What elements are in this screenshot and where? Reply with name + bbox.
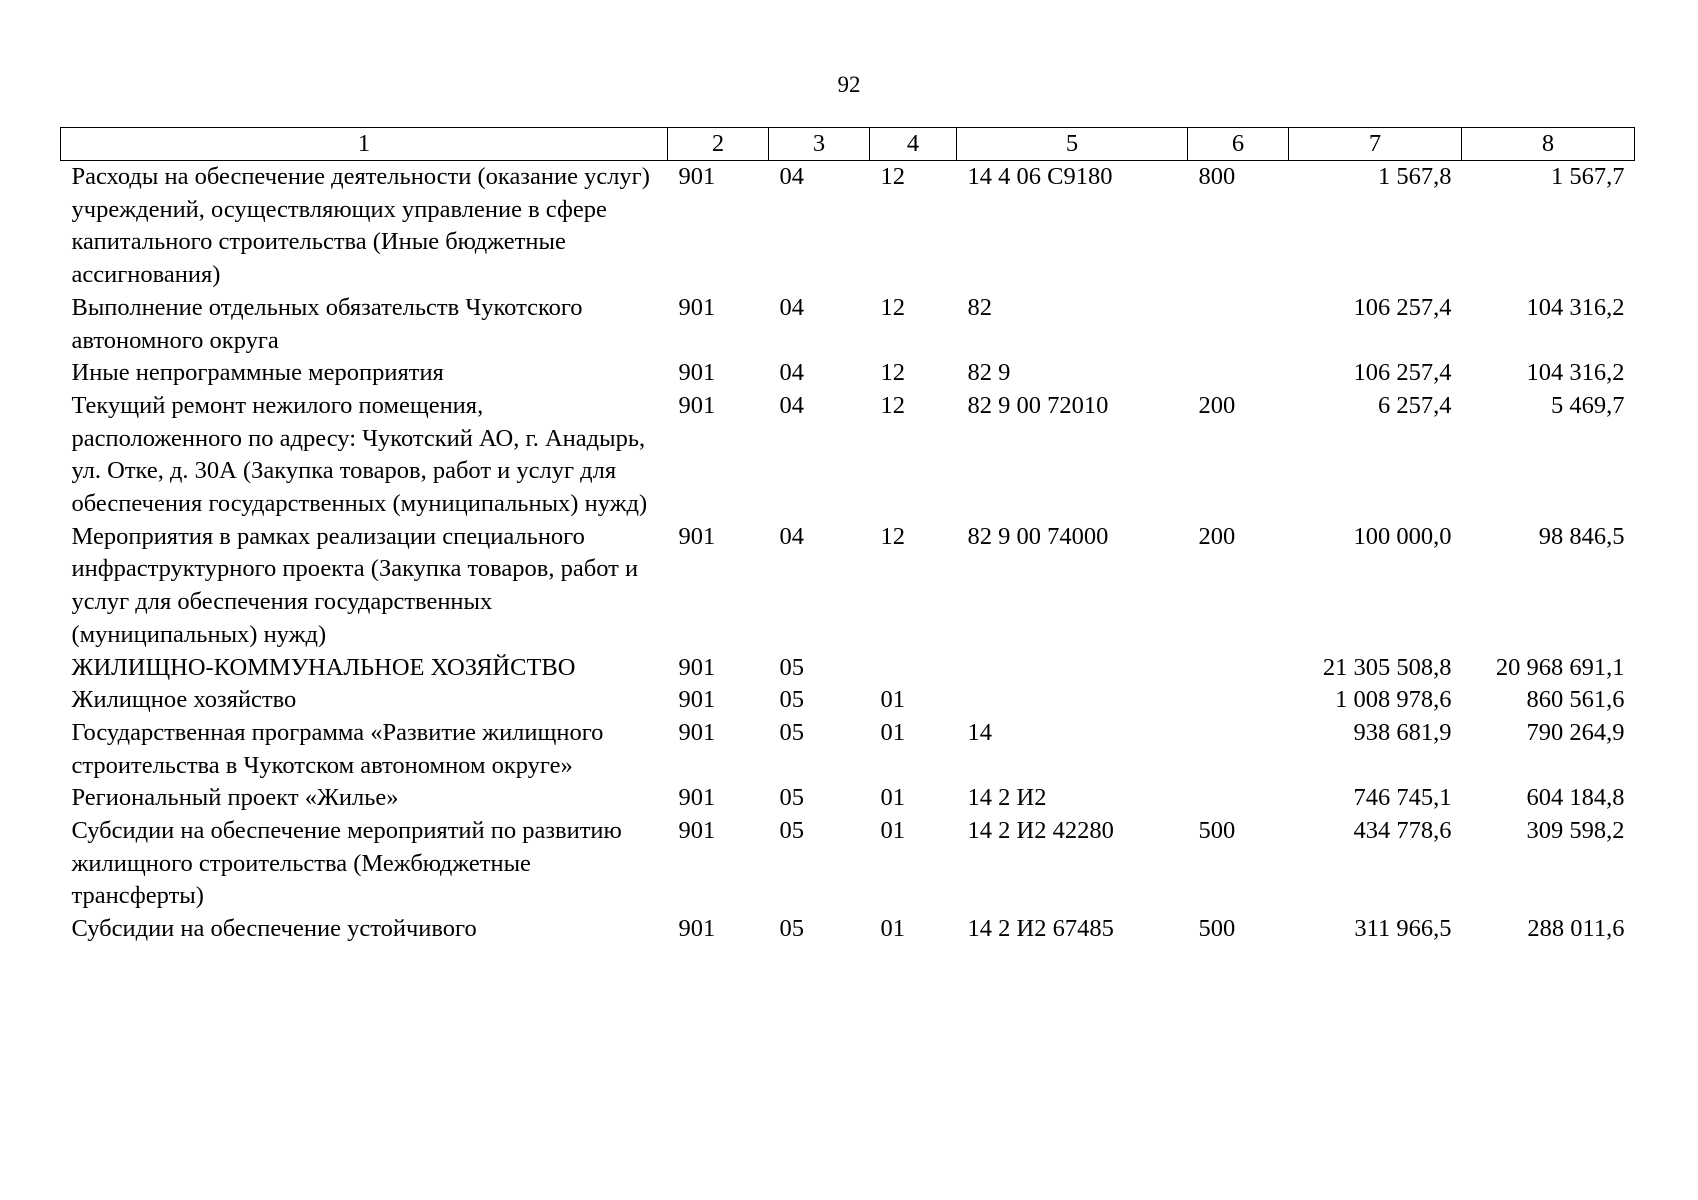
item-name-cell: Текущий ремонт нежилого помещения, расположенного по адресу: Чукотский АО, г. Анадырь, ул. Отке, д. 30А (Закупка товаров, работ и услуг для обеспечения государственных (муниципальных) нужд) bbox=[71, 391, 648, 518]
section-code-cell: 05 bbox=[779, 686, 804, 714]
target-article-cell: 14 2 И2 42280 bbox=[967, 817, 1114, 845]
approved-amount-cell: 1 567,8 bbox=[1378, 163, 1452, 190]
column-header-5: 5 bbox=[957, 128, 1188, 161]
executed-amount-cell: 1 567,7 bbox=[1551, 163, 1625, 190]
item-name-cell: Выполнение отдельных обязательств Чукотского автономного округа bbox=[71, 293, 583, 354]
approved-amount-cell: 746 745,1 bbox=[1353, 784, 1452, 812]
table-row bbox=[61, 717, 1635, 782]
subsection-code-cell: 01 bbox=[880, 784, 905, 812]
section-code-cell: 04 bbox=[779, 359, 804, 387]
target-article-cell: 82 bbox=[967, 293, 992, 321]
executed-amount-cell: 104 316,2 bbox=[1526, 359, 1625, 387]
item-name-cell: Региональный проект «Жилье» bbox=[71, 784, 399, 812]
dept-code-cell: 901 bbox=[678, 653, 716, 681]
dept-code-cell: 901 bbox=[678, 718, 716, 746]
table-row bbox=[61, 521, 1635, 652]
dept-code-cell: 901 bbox=[678, 163, 716, 190]
executed-amount-cell: 860 561,6 bbox=[1526, 686, 1625, 714]
executed-amount-cell: 288 011,6 bbox=[1527, 915, 1625, 943]
subsection-code-cell: 12 bbox=[880, 522, 905, 550]
page-number: 92 bbox=[837, 72, 861, 97]
item-name-cell: Иные непрограммные мероприятия bbox=[71, 359, 444, 387]
expense-type-cell bbox=[1188, 684, 1289, 717]
approved-amount-cell: 106 257,4 bbox=[1353, 293, 1452, 321]
column-header-7: 7 bbox=[1289, 128, 1462, 161]
subsection-code-cell: 12 bbox=[880, 163, 905, 190]
item-name-cell: Государственная программа «Развитие жилищного строительства в Чукотском автономном округе» bbox=[71, 718, 604, 779]
approved-amount-cell: 100 000,0 bbox=[1353, 522, 1452, 550]
approved-amount-cell: 21 305 508,8 bbox=[1322, 653, 1452, 681]
budget-table bbox=[60, 127, 1635, 946]
target-article-cell: 14 2 И2 bbox=[967, 784, 1047, 812]
target-article-cell bbox=[957, 652, 1188, 685]
subsection-code-cell: 12 bbox=[880, 293, 905, 321]
target-article-cell: 14 4 06 С9180 bbox=[967, 163, 1113, 190]
target-article-cell: 82 9 00 72010 bbox=[967, 391, 1109, 419]
table-row bbox=[61, 292, 1635, 357]
table-row bbox=[61, 782, 1635, 815]
table-row bbox=[61, 652, 1635, 685]
executed-amount-cell: 309 598,2 bbox=[1526, 817, 1625, 845]
expense-type-cell: 800 bbox=[1198, 163, 1236, 190]
dept-code-cell: 901 bbox=[678, 686, 716, 714]
column-header-8: 8 bbox=[1462, 128, 1635, 161]
item-name-cell: Мероприятия в рамках реализации специального инфраструктурного проекта (Закупка товаров, работ и услуг для обеспечения государственных (муниципальных) нужд) bbox=[71, 522, 639, 648]
table-row bbox=[61, 390, 1635, 521]
approved-amount-cell: 434 778,6 bbox=[1353, 817, 1452, 845]
dept-code-cell: 901 bbox=[678, 817, 716, 845]
executed-amount-cell: 104 316,2 bbox=[1526, 293, 1625, 321]
approved-amount-cell: 106 257,4 bbox=[1353, 359, 1452, 387]
column-header-2: 2 bbox=[668, 128, 769, 161]
expense-type-cell bbox=[1188, 357, 1289, 390]
expense-type-cell bbox=[1188, 717, 1289, 782]
subsection-code-cell: 01 bbox=[880, 817, 905, 845]
dept-code-cell: 901 bbox=[678, 391, 716, 419]
table-row bbox=[61, 161, 1635, 292]
dept-code-cell: 901 bbox=[678, 359, 716, 387]
expense-type-cell: 500 bbox=[1198, 817, 1236, 845]
approved-amount-cell: 1 008 978,6 bbox=[1335, 686, 1452, 714]
subsection-code-cell bbox=[870, 652, 957, 685]
section-code-cell: 04 bbox=[779, 293, 804, 321]
expense-type-cell bbox=[1188, 652, 1289, 685]
target-article-cell: 82 9 bbox=[967, 359, 1011, 387]
expense-type-cell bbox=[1188, 292, 1289, 357]
approved-amount-cell: 6 257,4 bbox=[1378, 391, 1452, 419]
target-article-cell: 82 9 00 74000 bbox=[967, 522, 1109, 550]
executed-amount-cell: 5 469,7 bbox=[1551, 391, 1625, 419]
expense-type-cell: 200 bbox=[1198, 522, 1236, 550]
item-name-cell: Жилищное хозяйство bbox=[71, 686, 297, 714]
subsection-code-cell: 01 bbox=[880, 915, 905, 943]
expense-type-cell bbox=[1188, 782, 1289, 815]
executed-amount-cell: 98 846,5 bbox=[1538, 522, 1625, 550]
executed-amount-cell: 790 264,9 bbox=[1526, 718, 1625, 746]
section-code-cell: 05 bbox=[779, 915, 804, 943]
target-article-cell: 14 2 И2 67485 bbox=[967, 915, 1114, 943]
approved-amount-cell: 311 966,5 bbox=[1354, 915, 1452, 943]
dept-code-cell: 901 bbox=[678, 522, 716, 550]
subsection-code-cell: 01 bbox=[880, 718, 905, 746]
section-code-cell: 05 bbox=[779, 653, 804, 681]
expense-type-cell: 500 bbox=[1198, 915, 1236, 943]
section-code-cell: 05 bbox=[779, 784, 804, 812]
item-name-cell: Расходы на обеспечение деятельности (оказание услуг) учреждений, осуществляющих управление в сфере капитального строительства (Иные бюджетные ассигнования) bbox=[71, 163, 650, 289]
column-header-3: 3 bbox=[769, 128, 870, 161]
column-header-4: 4 bbox=[870, 128, 957, 161]
subsection-code-cell: 12 bbox=[880, 359, 905, 387]
subsection-code-cell: 12 bbox=[880, 391, 905, 419]
subsection-code-cell: 01 bbox=[880, 686, 905, 714]
section-code-cell: 04 bbox=[779, 391, 804, 419]
table-row bbox=[61, 684, 1635, 717]
column-header-6: 6 bbox=[1188, 128, 1289, 161]
header-row bbox=[61, 128, 1635, 161]
approved-amount-cell: 938 681,9 bbox=[1353, 718, 1452, 746]
table-row bbox=[61, 357, 1635, 390]
dept-code-cell: 901 bbox=[678, 915, 716, 943]
table-row bbox=[61, 815, 1635, 913]
item-name-cell: Субсидии на обеспечение устойчивого bbox=[71, 915, 477, 943]
section-code-cell: 05 bbox=[779, 817, 804, 845]
target-article-cell: 14 bbox=[967, 718, 992, 746]
table-body bbox=[61, 161, 1635, 946]
section-code-cell: 04 bbox=[779, 163, 804, 190]
expense-type-cell: 200 bbox=[1198, 391, 1236, 419]
item-name-cell: ЖИЛИЩНО-КОММУНАЛЬНОЕ ХОЗЯЙСТВО bbox=[71, 653, 576, 681]
section-code-cell: 04 bbox=[779, 522, 804, 550]
item-name-cell: Субсидии на обеспечение мероприятий по развитию жилищного строительства (Межбюджетные трансферты) bbox=[71, 817, 622, 910]
dept-code-cell: 901 bbox=[678, 784, 716, 812]
section-code-cell: 05 bbox=[779, 718, 804, 746]
dept-code-cell: 901 bbox=[678, 293, 716, 321]
target-article-cell bbox=[957, 684, 1188, 717]
executed-amount-cell: 604 184,8 bbox=[1526, 784, 1625, 812]
column-header-1: 1 bbox=[61, 128, 668, 161]
table-row bbox=[61, 913, 1635, 946]
executed-amount-cell: 20 968 691,1 bbox=[1495, 653, 1625, 681]
